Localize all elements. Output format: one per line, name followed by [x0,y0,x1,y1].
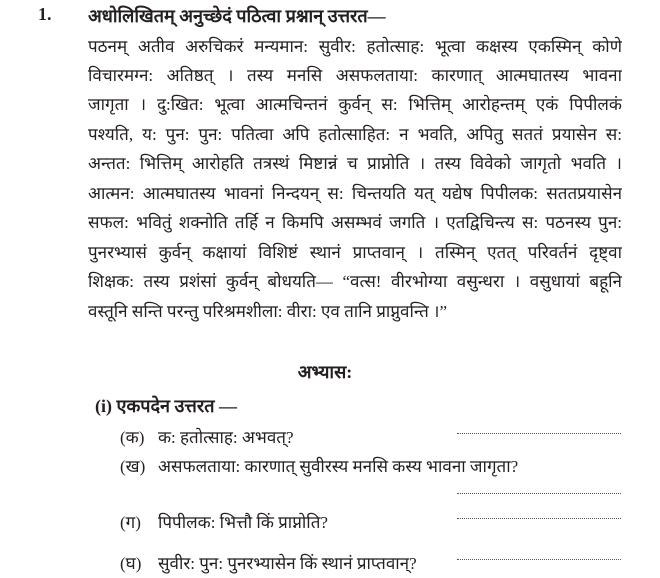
question-instruction: अधोलिखितम् अनुच्छेदं पठित्वा प्रश्नान् उत्तरत— [88,6,386,26]
passage-line: वस्तूनि सन्ति परन्तु परिश्रमशीला: वीरा: एव तानि प्राप्नुवन्ति ।” [88,302,448,321]
passage-line: आत्मन: आत्मघातस्य भावनां निन्दयन् स: चिन्तयति यत् यद्येष पिपीलक: सततप्रयासेन [88,184,622,203]
passage-line: शिक्षक: तस्य प्रशंसां कुर्वन् बोधयति— “वत्स! वीरभोग्या वसुन्धरा । वसुधायां बहूनि [88,272,622,291]
answer-blank[interactable] [457,493,621,494]
answer-blank[interactable] [457,433,621,434]
item-text: असफलताया: कारणात् सुवीरस्य मनसि कस्य भावना जागृता? [158,457,519,476]
item-text: पिपीलक: भित्तौ किं प्राप्नोति? [158,513,328,532]
item-text: सुवीर: पुन: पुनरभ्यासेन किं स्थानं प्राप्तवान्? [158,554,417,573]
passage-line: जागृता । दु:खित: भूत्वा आत्मचिन्तनं कुर्वन् स: भित्तिम् आरोहन्तम् एकं पिपीलकं [88,95,622,114]
exercise-item [120,551,417,574]
passage-line: विचारमग्न: अतिष्ठत् । तस्य मनसि असफलताया: कारणात् आत्मघातस्य भावना [88,66,622,85]
exercise-item [120,425,294,448]
item-label: (ख) [120,457,146,476]
answer-blank[interactable] [457,518,621,519]
exercise-item [120,454,518,477]
answer-blank[interactable] [457,559,621,560]
passage-line: पुनरभ्यासं कुर्वन् कक्षायां विशिष्टं स्थानं प्राप्तवान् । तस्मिन् एतत् परिवर्तनं दृष्ट्वा [88,243,622,262]
passage-line: पठनम् अतीव अरुचिकरं मन्यमान: सुवीर: हतोत्साह: भूत्वा कक्षस्य एकस्मिन् कोणे [88,37,622,56]
exercise-item [120,510,328,533]
passage-line: पश्यति, य: पुन: पुन: पतित्वा अपि हतोत्साहित: न भवति, अपितु सततं प्रयासेन स: [88,125,622,144]
exercise-section-label: (i) एकपदेन उत्तरत — [95,396,237,416]
question-number: 1. [38,4,52,24]
item-label: (घ) [120,554,142,573]
item-text: क: हतोत्साह: अभवत्? [158,428,294,447]
passage-line: सफल: भवितुं शक्नोति तर्हि न किमपि असम्भवं जगति । एतद्विचिन्त्य स: पठनस्य पुन: [88,213,622,232]
item-label: (क) [120,428,145,447]
passage-line: अन्तत: भित्तिम् आरोहति तत्रस्थं मिष्टान्नं च प्राप्नोति । तस्य विवेको जागृतो भवति । [88,154,622,173]
exercise-title: अभ्यास: [297,362,353,382]
item-label: (ग) [120,513,141,532]
